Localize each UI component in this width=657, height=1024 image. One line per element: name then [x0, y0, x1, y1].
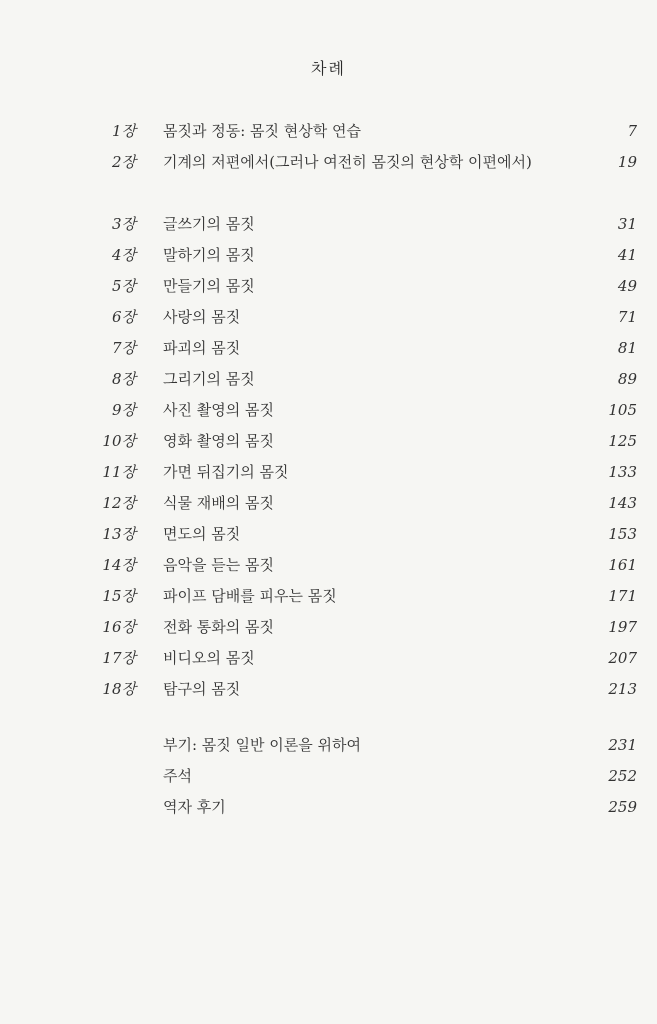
page-number: 153	[608, 525, 637, 543]
toc-entry	[0, 364, 657, 395]
page-number: 161	[608, 556, 637, 574]
chapter-title: 파괴의 몸짓	[163, 339, 241, 357]
page-number: 7	[627, 122, 637, 140]
toc-entry	[0, 147, 657, 209]
chapter-number: 2장	[111, 153, 136, 171]
page-number: 71	[617, 308, 637, 326]
chapter-title: 그리기의 몸짓	[163, 370, 255, 388]
chapter-number: 7장	[111, 339, 136, 357]
toc-entry	[0, 488, 657, 519]
toc-entry	[0, 209, 657, 240]
chapter-number: 15장	[102, 587, 136, 605]
chapter-number: 9장	[111, 401, 136, 419]
chapter-title: 비디오의 몸짓	[163, 649, 255, 667]
chapter-title: 사진 촬영의 몸짓	[163, 401, 274, 419]
chapter-number: 17장	[102, 649, 136, 667]
chapter-title: 탐구의 몸짓	[163, 680, 241, 698]
toc-entry	[0, 302, 657, 333]
chapter-title: 가면 뒤집기의 몸짓	[163, 463, 289, 481]
chapter-number: 13장	[102, 525, 136, 543]
toc-entry	[0, 116, 657, 147]
chapter-title: 몸짓과 정동: 몸짓 현상학 연습	[163, 122, 362, 140]
chapter-number: 3장	[111, 215, 136, 233]
page-number: 49	[617, 277, 637, 295]
chapter-title: 전화 통화의 몸짓	[163, 618, 274, 636]
chapter-number: 6장	[111, 308, 136, 326]
chapter-number: 10장	[102, 432, 136, 450]
toc-entry	[0, 271, 657, 302]
chapter-title: 영화 촬영의 몸짓	[163, 432, 274, 450]
chapter-title: 말하기의 몸짓	[163, 246, 255, 264]
section-gap	[0, 705, 657, 730]
chapter-number: 4장	[111, 246, 136, 264]
toc-entry	[0, 612, 657, 643]
toc-entry	[0, 674, 657, 705]
appendix-title: 부기: 몸짓 일반 이론을 위하여	[163, 736, 362, 754]
toc-list	[0, 116, 657, 823]
chapter-title: 파이프 담배를 피우는 몸짓	[163, 587, 337, 605]
page-number: 207	[608, 649, 637, 667]
chapter-title: 음악을 듣는 몸짓	[163, 556, 274, 574]
page-number: 105	[608, 401, 637, 419]
toc-entry	[0, 395, 657, 426]
chapter-number: 8장	[111, 370, 136, 388]
page-number: 41	[617, 246, 637, 264]
page-number: 252	[608, 767, 637, 785]
appendix-title: 주석	[163, 767, 192, 785]
chapter-title: 기계의 저편에서(그러나 여전히 몸짓의 현상학 이편에서)	[163, 153, 532, 171]
toc-entry	[0, 581, 657, 612]
toc-entry	[0, 643, 657, 674]
chapter-title: 면도의 몸짓	[163, 525, 241, 543]
chapter-title: 만들기의 몸짓	[163, 277, 255, 295]
toc-entry	[0, 240, 657, 271]
page-number: 31	[617, 215, 637, 233]
toc-entry	[0, 550, 657, 581]
chapter-number: 18장	[102, 680, 136, 698]
page-number: 213	[608, 680, 637, 698]
chapter-title: 글쓰기의 몸짓	[163, 215, 255, 233]
toc-entry	[0, 426, 657, 457]
page-number: 259	[608, 798, 637, 816]
page-number: 143	[608, 494, 637, 512]
chapter-number: 11장	[102, 463, 136, 481]
chapter-title: 사랑의 몸짓	[163, 308, 241, 326]
page-number: 133	[608, 463, 637, 481]
chapter-title: 식물 재배의 몸짓	[163, 494, 274, 512]
chapter-number: 1장	[111, 122, 136, 140]
page-number: 81	[617, 339, 637, 357]
appendix-entry	[0, 730, 657, 761]
toc-entry	[0, 333, 657, 364]
chapter-number: 16장	[102, 618, 136, 636]
page-number: 197	[608, 618, 637, 636]
page-title: 차례	[311, 59, 346, 78]
page-number: 19	[617, 153, 637, 171]
appendix-title: 역자 후기	[163, 798, 226, 816]
chapter-number: 12장	[102, 494, 136, 512]
chapter-number: 5장	[111, 277, 136, 295]
page-number: 231	[608, 736, 637, 754]
appendix-entry	[0, 761, 657, 792]
chapter-number: 14장	[102, 556, 136, 574]
toc-entry	[0, 519, 657, 550]
page-number: 89	[617, 370, 637, 388]
toc-entry	[0, 457, 657, 488]
appendix-entry	[0, 792, 657, 823]
page-number: 171	[608, 587, 637, 605]
page-number: 125	[608, 432, 637, 450]
